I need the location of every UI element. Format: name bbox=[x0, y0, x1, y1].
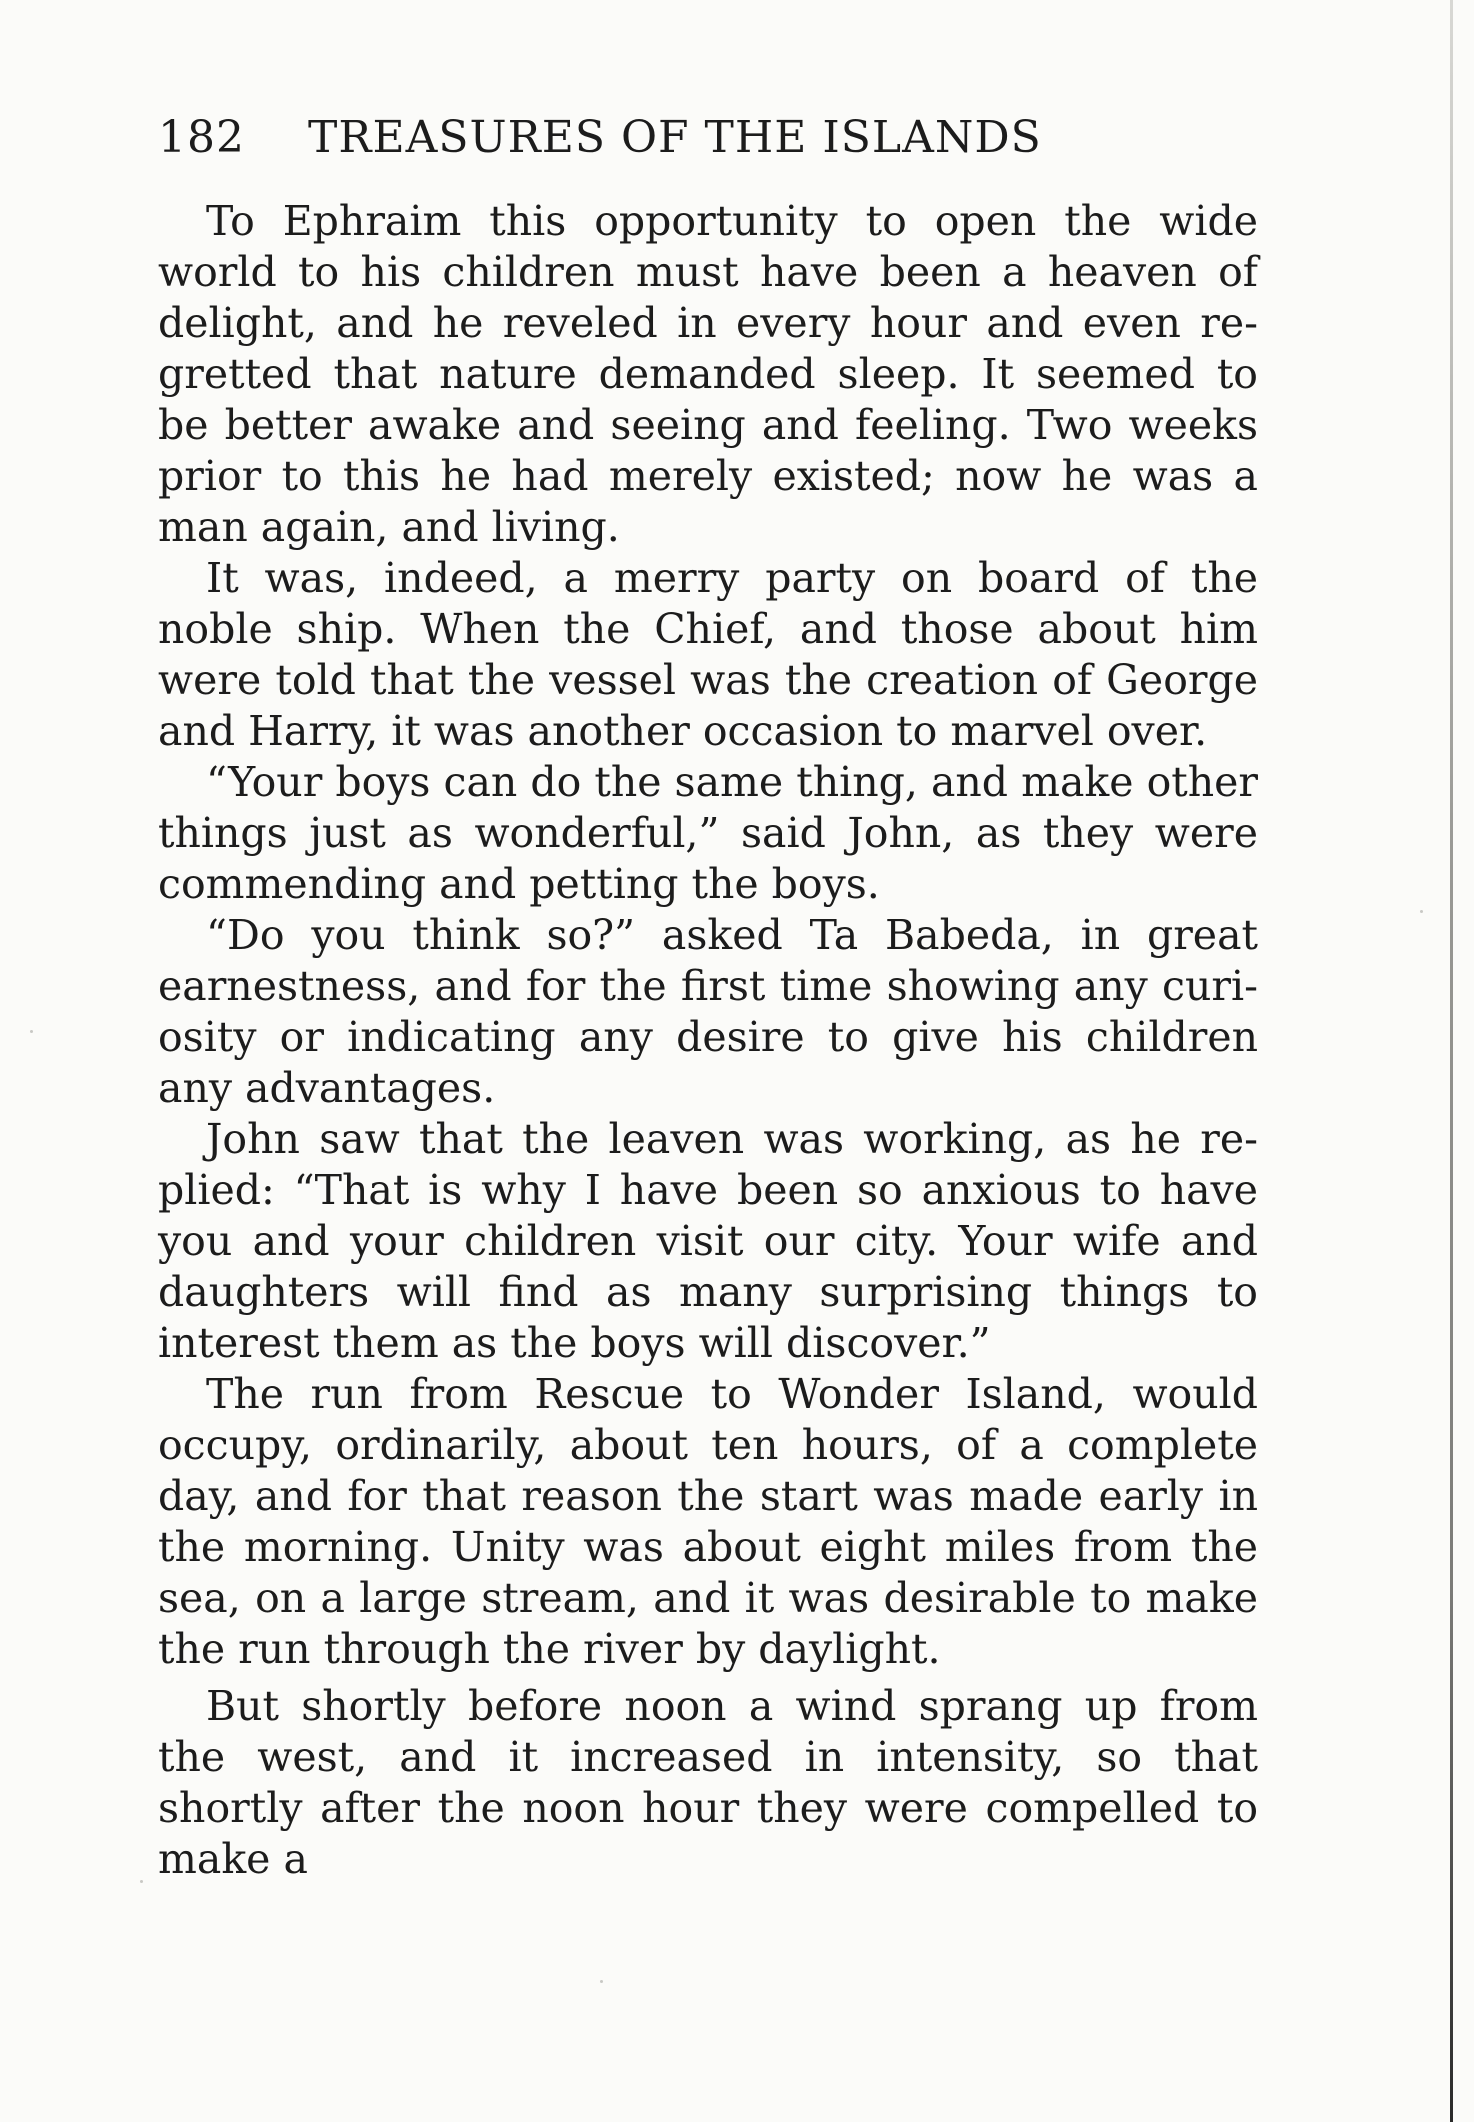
paragraph: To Ephraim this opportunity to open the wide world to his children must have been a heaven of delight, and he reveled in every hour and even regretted that nature demanded sleep. It seemed to be better awake and seeing and feeling. Two weeks prior to this he had merely existed; now he was a man again, and living. bbox=[158, 197, 1258, 551]
page-edge-shadow bbox=[1450, 0, 1453, 2122]
paragraph: It was, indeed, a merry party on board of the noble ship. When the Chief, and those about him were told that the vessel was the creation of George and Harry, it was another occasion to marvel over. bbox=[158, 554, 1258, 755]
running-title: TREASURES OF THE ISLANDS bbox=[308, 112, 1042, 163]
body-text bbox=[158, 196, 1258, 1885]
paper-speck bbox=[1420, 910, 1423, 913]
page-header bbox=[158, 108, 1258, 168]
paragraph: “Do you think so?” asked Ta Babeda, in great earnestness, and for the first time showing any curiosity or indicating any desire to give his children any advantages. bbox=[158, 911, 1258, 1112]
paper-speck bbox=[600, 1980, 603, 1983]
paragraph: “Your boys can do the same thing, and make other things just as wonderful,” said John, as they were commending and petting the boys. bbox=[158, 758, 1258, 908]
paper-speck bbox=[140, 1880, 143, 1883]
paper-speck bbox=[30, 1030, 33, 1033]
paragraph: John saw that the leaven was working, as he replied: “That is why I have been so anxious to have you and your children visit our city. Your wife and daughters will find as many surprising things to interest them as the boys will discover.” bbox=[158, 1115, 1258, 1367]
paragraph: But shortly before noon a wind sprang up from the west, and it increased in intensity, so that shortly after the noon hour they were compelled to make a bbox=[158, 1682, 1258, 1883]
paragraph: The run from Rescue to Wonder Island, would occupy, ordinarily, about ten hours, of a complete day, and for that reason the start was made early in the morning. Unity was about eight miles from the sea, on a large stream, and it was desirable to make the run through the river by daylight. bbox=[158, 1370, 1258, 1673]
page-number: 182 bbox=[158, 112, 245, 163]
